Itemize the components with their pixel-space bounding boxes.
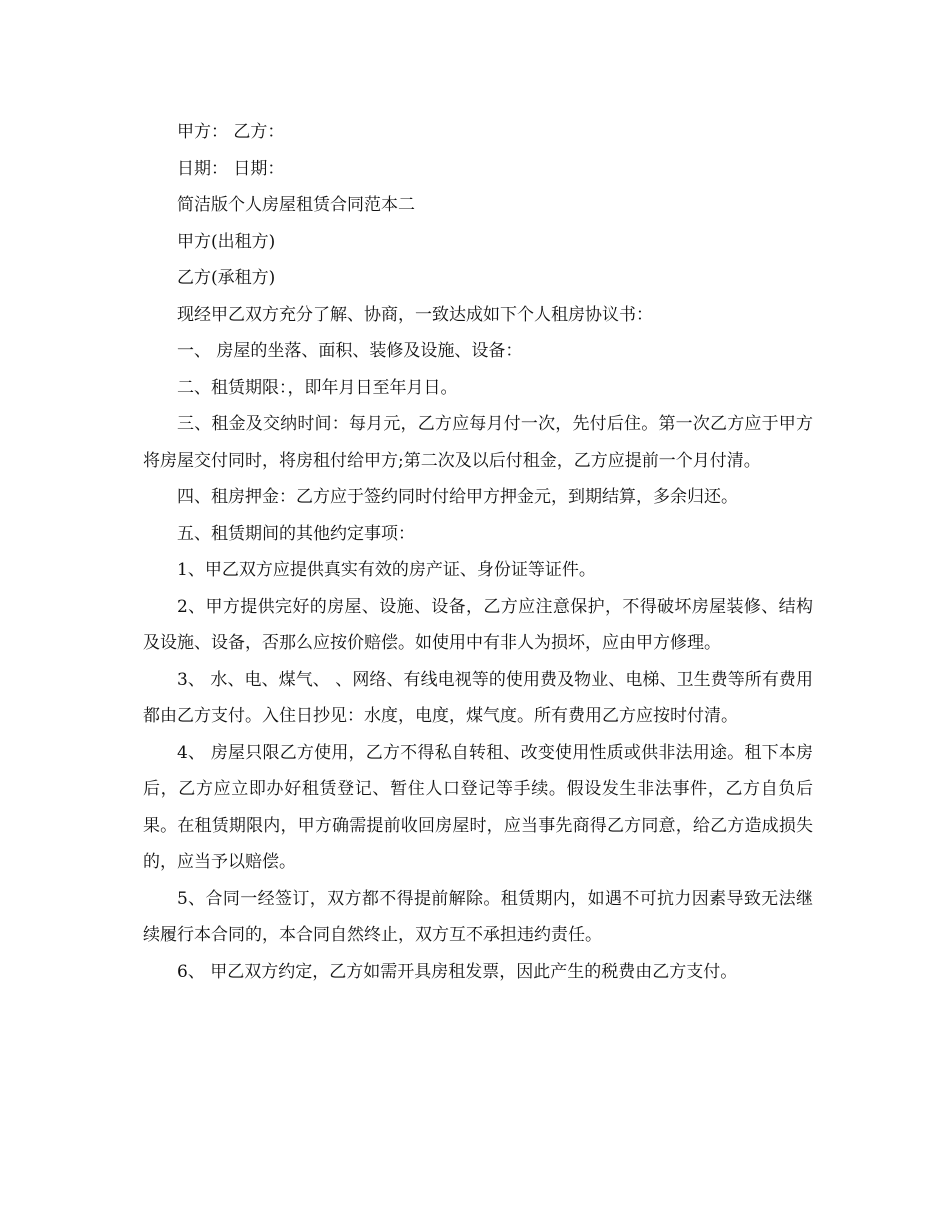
- item-6: 6、 甲乙双方约定，乙方如需开具房租发票，因此产生的税费由乙方支付。: [177, 961, 738, 982]
- item-5: 5、合同一经签订，双方都不得提前解除。租赁期内，如遇不可抗力因素导致无法继续履行本合同的，本合同自然终止，双方互不承担违约责任。: [143, 888, 813, 945]
- lessee-line: 乙方(承租方): [177, 268, 276, 288]
- party-line: 甲方： 乙方：: [177, 122, 285, 142]
- contract-body: [143, 114, 813, 990]
- clause-2: 二、租赁期限：，即年月日至年月日。: [177, 377, 458, 398]
- item-4: 4、 房屋只限乙方使用，乙方不得私自转租、改变使用性质或供非法用途。租下本房后，乙方应立即办好租赁登记、暂住人口登记等手续。假设发生非法事件，乙方自负后果。在租赁期限内，甲方确需提前收回房屋时，应当事先商得乙方同意，给乙方造成损失的，应当予以赔偿。: [143, 742, 813, 872]
- lessor-line: 甲方(出租方): [177, 231, 276, 252]
- clause-4: 四、租房押金：乙方应于签约同时付给甲方押金元，到期结算，多余归还。: [177, 487, 738, 507]
- item-1: 1、甲乙双方应提供真实有效的房产证、身份证等证件。: [177, 560, 596, 580]
- clause-5: 五、租赁期间的其他约定事项：: [177, 523, 415, 544]
- clause-3: 三、租金及交纳时间：每月元，乙方应每月付一次，先付后住。第一次乙方应于甲方将房屋交付同时，将房租付给甲方;第二次及以后付租金，乙方应提前一个月付清。: [143, 414, 813, 471]
- contract-title: 简洁版个人房屋租赁合同范本二: [177, 195, 415, 215]
- clause-1: 一、 房屋的坐落、面积、装修及设施、设备：: [177, 341, 523, 361]
- item-2: 2、甲方提供完好的房屋、设施、设备，乙方应注意保护，不得破坏房屋装修、结构及设施、设备，否那么应按价赔偿。如使用中有非人为损坏，应由甲方修理。: [143, 596, 813, 653]
- preamble: 现经甲乙双方充分了解、协商，一致达成如下个人租房协议书：: [177, 304, 653, 325]
- item-3: 3、 水、电、煤气、 、网络、有线电视等的使用费及物业、电梯、卫生费等所有费用都由乙方支付。入住日抄见：水度，电度，煤气度。所有费用乙方应按时付清。: [143, 669, 813, 726]
- date-line: 日期： 日期：: [177, 158, 285, 179]
